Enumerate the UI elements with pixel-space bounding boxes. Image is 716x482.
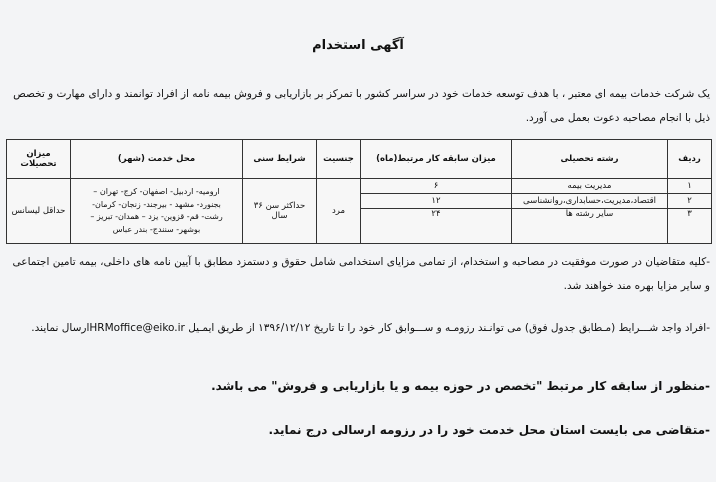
- table-header-row: [7, 140, 712, 179]
- location-cell: ارومیه- اردبیل- اصفهان- کرج- تهران – بجنورد- مشهد - بیرجند- زنجان- کرمان- رشت- قم- قزوین- یزد – همدان- تبریز – بوشهر- سنندج- بندر عباس: [71, 179, 243, 244]
- application-paragraph: [6, 316, 710, 340]
- intro-paragraph: یک شرکت خدمات بیمه ای معتبر ، با هدف توسعه خدمات خود در سراسر کشور با تمرکز بر بازاریابی و فروش بیمه نامه از افراد توانمند و دارای مهارت و تخصص ذیل با انجام مصاحبه دعوت بعمل می آورد.: [13, 88, 710, 124]
- header-education: میزان تحصیلات: [7, 140, 71, 179]
- gender-cell: مرد: [317, 179, 361, 244]
- application-text: -افراد واجد شـــرایط (مـطابق جدول فوق) می توانـند رزومـه و ســـوابق کار خود را تا تاریخ ۱۳۹۶/۱۲/۱۲ از طریق ایمـیل: [188, 322, 710, 334]
- row-number: ۳: [668, 209, 712, 244]
- row-number: ۲: [668, 194, 712, 209]
- age-cell: حداکثر سن ۳۶ سال: [243, 179, 317, 244]
- field-of-study: اقتصاد،مدیریت،حسابداری،روانشناسی: [512, 194, 668, 209]
- experience-months: ۲۴: [361, 209, 512, 244]
- education-cell: حداقل لیسانس: [7, 179, 71, 244]
- header-age: شرایط سنی: [243, 140, 317, 179]
- header-field-of-study: رشته تحصیلی: [512, 140, 668, 179]
- contact-email[interactable]: HRMoffice@eiko.ir: [89, 322, 185, 334]
- header-gender: جنسیت: [317, 140, 361, 179]
- header-experience: میزان سابقه کار مرتبط(ماه): [361, 140, 512, 179]
- experience-months: ۶: [361, 179, 512, 194]
- province-note: -متقاضی می بایست استان محل خدمت خود را در رزومه ارسالی درج نماید.: [268, 423, 710, 437]
- header-location: محل خدمت (شهر): [71, 140, 243, 179]
- experience-months: ۱۲: [361, 194, 512, 209]
- field-of-study: سایر رشته ها: [512, 209, 668, 244]
- application-end: ارسال نمایند.: [31, 322, 90, 334]
- experience-note: -منظور از سابقه کار مرتبط "تخصص در حوزه بیمه و یا بازاریابی و فروش" می باشد.: [211, 379, 710, 393]
- table-row: [7, 179, 712, 194]
- row-number: ۱: [668, 179, 712, 194]
- header-row-number: ردیف: [668, 140, 712, 179]
- ad-title: آگهی استخدام: [312, 38, 404, 53]
- field-of-study: مدیریت بیمه: [512, 179, 668, 194]
- requirements-table: [6, 139, 712, 244]
- benefits-paragraph: -کلیه متقاضیان در صورت موفقیت در مصاحبه و استخدام، از تمامی مزایای استخدامی شامل حقوق و دستمزد مطابق با آیین نامه های داخلی، بیمه تامین اجتماعی و سایر مزایا بهره مند خواهند شد.: [12, 256, 710, 292]
